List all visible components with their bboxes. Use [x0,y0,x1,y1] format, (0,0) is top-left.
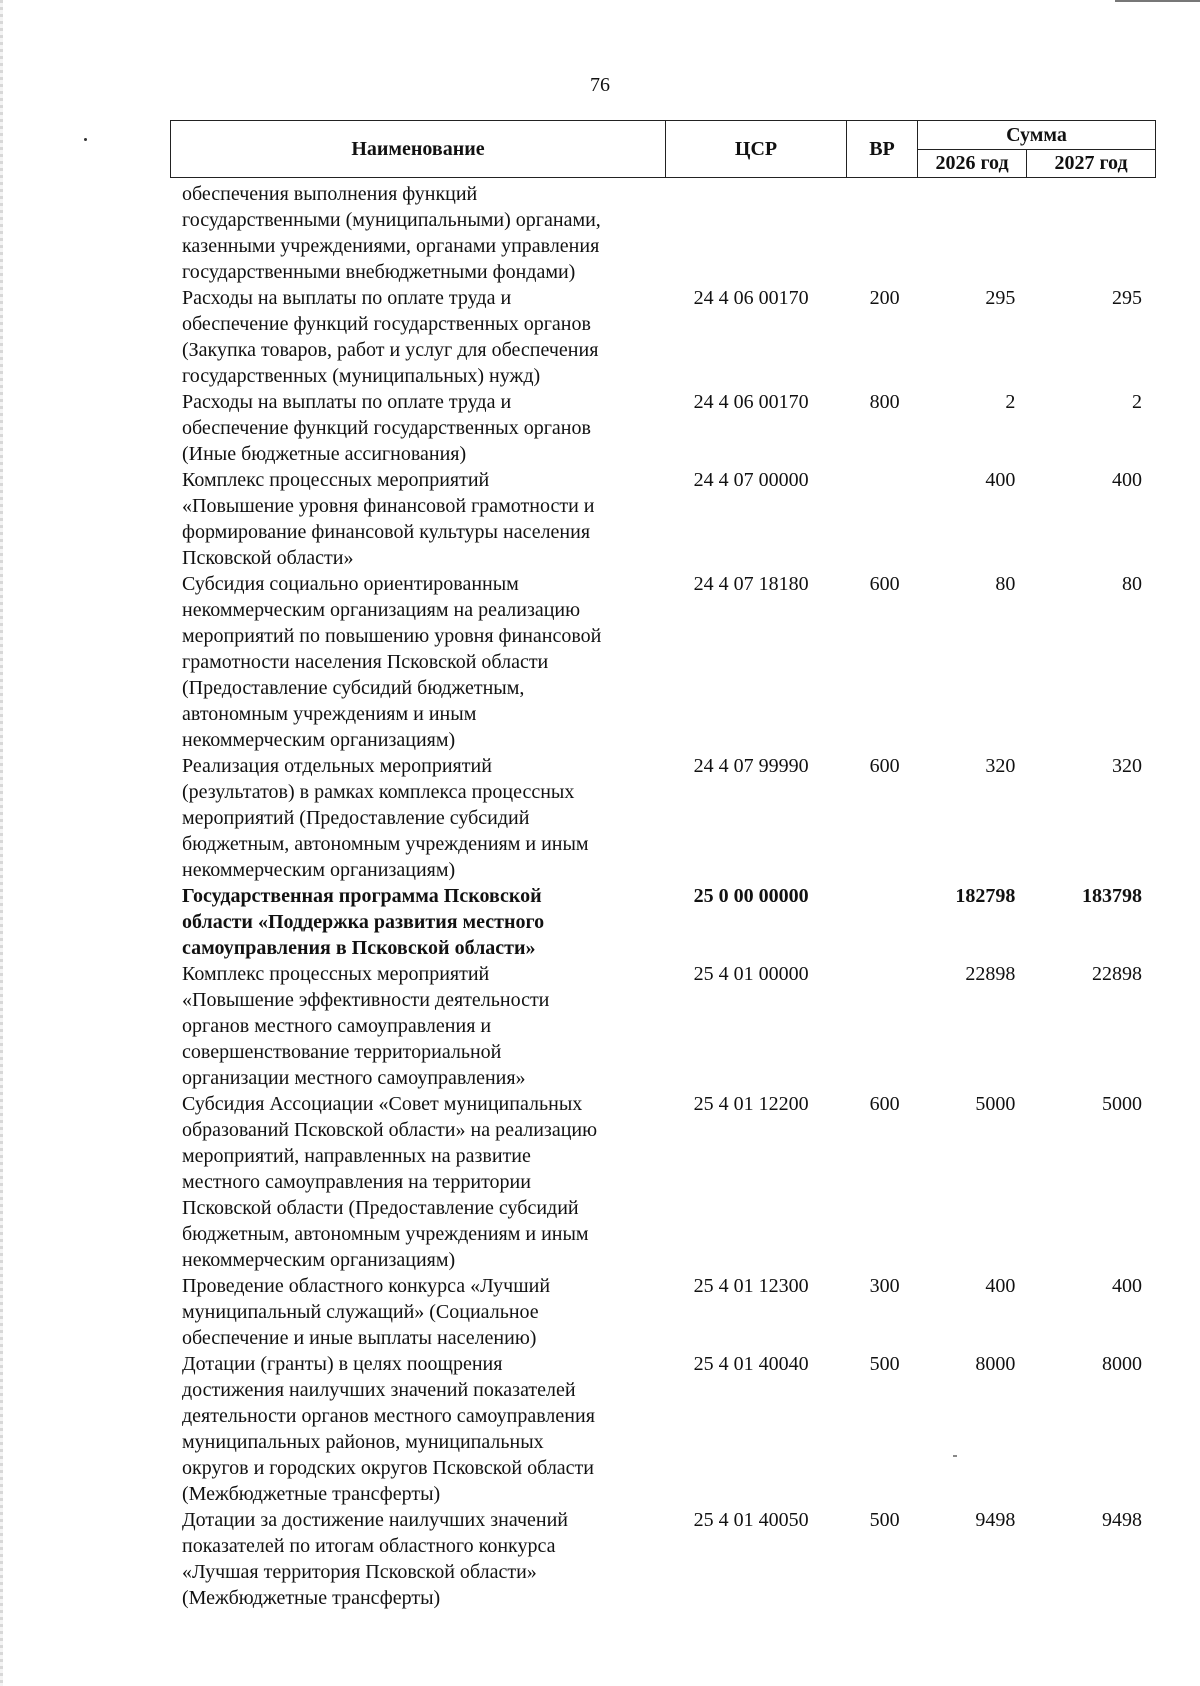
table-row [182,883,1142,961]
row-name-line: мероприятий (Предоставление субсидий [182,807,530,829]
row-2026: 5000 [975,1093,1016,1115]
row-name [182,467,647,571]
row-csr: 25 4 01 00000 [693,963,809,985]
row-2026: 320 [985,755,1016,777]
row-name [182,753,647,883]
row-2027: 5000 [1102,1093,1142,1115]
row-vr: 200 [869,287,900,309]
row-name-line: государственными (муниципальными) органами, [182,209,601,231]
table-header [170,120,1156,178]
row-2027: 183798 [1082,885,1142,907]
row-name-line: Дотации за достижение наилучших значений [182,1509,568,1531]
row-name-line: государственных (муниципальных) нужд) [182,365,541,387]
table-row [182,389,1142,467]
table-row [182,285,1142,389]
row-csr: 24 4 07 00000 [693,469,809,491]
row-vr: 600 [869,573,900,595]
top-rule [1115,0,1200,2]
row-name-line: Государственная программа Псковской [182,885,542,907]
row-name-line: обеспечение функций государственных органов [182,417,591,439]
row-name-line: бюджетным, автономным учреждениям и иным [182,833,589,855]
row-name-line: (Межбюджетные трансферты) [182,1587,441,1609]
row-name-line: бюджетным, автономным учреждениям и иным [182,1223,589,1245]
row-csr: 24 4 06 00170 [693,391,809,413]
row-name-line: Реализация отдельных мероприятий [182,755,492,777]
row-2027: 80 [1122,573,1142,595]
row-2026: 400 [985,1275,1016,1297]
row-name-line: (результатов) в рамках комплекса процессных [182,781,575,803]
row-name-line: «Повышение эффективности деятельности [182,989,550,1011]
row-name-line: обеспечение и иные выплаты населению) [182,1327,537,1349]
row-name-line: мероприятий по повышению уровня финансовой [182,625,602,647]
table-row [182,961,1142,1091]
row-name-line: казенными учреждениями, органами управления [182,235,600,257]
row-name-line: достижения наилучших значений показателей [182,1379,576,1401]
row-csr: 24 4 07 18180 [693,573,809,595]
row-name [182,285,647,389]
row-name-line: мероприятий, направленных на развитие [182,1145,531,1167]
table-row [182,1091,1142,1273]
table-row [182,1273,1142,1351]
row-name [182,571,647,753]
row-csr: 25 4 01 40050 [693,1509,809,1531]
row-vr: 600 [869,755,900,777]
row-name [182,1351,647,1507]
row-name-line: Субсидия социально ориентированным [182,573,519,595]
row-name-line: местного самоуправления на территории [182,1171,531,1193]
header-vr: ВР [847,121,918,178]
header-year-2027: 2027 год [1027,149,1156,178]
row-vr: 500 [869,1509,900,1531]
row-2026: 22898 [965,963,1016,985]
row-2026: 182798 [955,885,1016,907]
row-name-line: Проведение областного конкурса «Лучший [182,1275,551,1297]
page-number: 76 [590,74,610,96]
row-2026: 9498 [975,1509,1016,1531]
row-name-line: Псковской области (Предоставление субсидий [182,1197,579,1219]
row-name-line: обеспечения выполнения функций [182,183,478,205]
row-name [182,181,647,285]
table-row [182,571,1142,753]
row-name-line: государственными внебюджетными фондами) [182,261,576,283]
row-name-line: муниципальных районов, муниципальных [182,1431,544,1453]
row-csr: 25 4 01 12300 [693,1275,809,1297]
table-row [182,181,1142,285]
row-name-line: организации местного самоуправления» [182,1067,526,1089]
row-name-line: Субсидия Ассоциации «Совет муниципальных [182,1093,583,1115]
row-name-line: «Повышение уровня финансовой грамотности и [182,495,595,517]
row-csr: 24 4 07 99990 [693,755,809,777]
row-name-line: Псковской области» [182,547,354,569]
row-name-line: муниципальный служащий» (Социальное [182,1301,539,1323]
row-name [182,1091,647,1273]
row-vr: 300 [869,1275,900,1297]
row-2027: 320 [1112,755,1142,777]
row-name-line: деятельности органов местного самоуправления [182,1405,595,1427]
row-name-line: (Предоставление субсидий бюджетным, [182,677,525,699]
row-2026: 2 [1005,391,1016,413]
row-2027: 400 [1112,469,1142,491]
row-name-line: обеспечение функций государственных органов [182,313,591,335]
row-csr: 25 0 00 00000 [693,885,809,907]
row-name [182,1273,647,1351]
row-csr: 25 4 01 12200 [693,1093,809,1115]
row-name-line: Расходы на выплаты по оплате труда и [182,287,512,309]
row-name-line: формирование финансовой культуры населения [182,521,591,543]
row-name-line: показателей по итогам областного конкурса [182,1535,556,1557]
row-2027: 8000 [1102,1353,1142,1375]
row-2027: 295 [1112,287,1142,309]
row-name-line: некоммерческим организациям) [182,1249,456,1271]
row-name-line: Комплекс процессных мероприятий [182,963,490,985]
row-name-line: Дотации (гранты) в целях поощрения [182,1353,503,1375]
row-name-line: совершенствование территориальной [182,1041,502,1063]
row-2027: 22898 [1092,963,1142,985]
scan-edge [0,0,3,1686]
row-2026: 8000 [975,1353,1016,1375]
row-name [182,883,647,961]
row-2026: 295 [985,287,1016,309]
row-name-line: (Межбюджетные трансферты) [182,1483,441,1505]
row-name-line: некоммерческим организациям на реализацию [182,599,581,621]
row-name-line: (Иные бюджетные ассигнования) [182,443,467,465]
row-name-line: округов и городских округов Псковской области [182,1457,594,1479]
header-name: Наименование [171,121,666,178]
row-vr: 600 [869,1093,900,1115]
header-sum: Сумма [918,121,1156,150]
row-name-line: «Лучшая территория Псковской области» [182,1561,537,1583]
row-csr: 24 4 06 00170 [693,287,809,309]
row-2027: 400 [1112,1275,1142,1297]
row-name [182,961,647,1091]
row-name-line: Расходы на выплаты по оплате труда и [182,391,512,413]
table-row [182,467,1142,571]
row-name-line: органов местного самоуправления и [182,1015,492,1037]
row-2026: 400 [985,469,1016,491]
header-year-2026: 2026 год [918,149,1027,178]
row-vr: 800 [869,391,900,413]
row-name-line: образований Псковской области» на реализацию [182,1119,598,1141]
table-row [182,753,1142,883]
row-2027: 2 [1132,391,1142,413]
row-name-line: (Закупка товаров, работ и услуг для обеспечения [182,339,599,361]
row-name-line: автономным учреждениям и иным [182,703,477,725]
table-row [182,1507,1142,1611]
row-name [182,1507,647,1611]
margin-mark [84,138,87,141]
row-vr: 500 [869,1353,900,1375]
row-name-line: области «Поддержка развития местного [182,911,545,933]
row-name-line: самоуправления в Псковской области» [182,937,536,959]
header-csr: ЦСР [666,121,847,178]
row-name-line: грамотности населения Псковской области [182,651,549,673]
table-row [182,1351,1142,1507]
row-name-line: некоммерческим организациям) [182,859,456,881]
table-body [182,181,1142,1611]
row-2027: 9498 [1102,1509,1142,1531]
row-name [182,389,647,467]
row-2026: 80 [995,573,1016,595]
row-name-line: Комплекс процессных мероприятий [182,469,490,491]
row-csr: 25 4 01 40040 [693,1353,809,1375]
row-name-line: некоммерческим организациям) [182,729,456,751]
